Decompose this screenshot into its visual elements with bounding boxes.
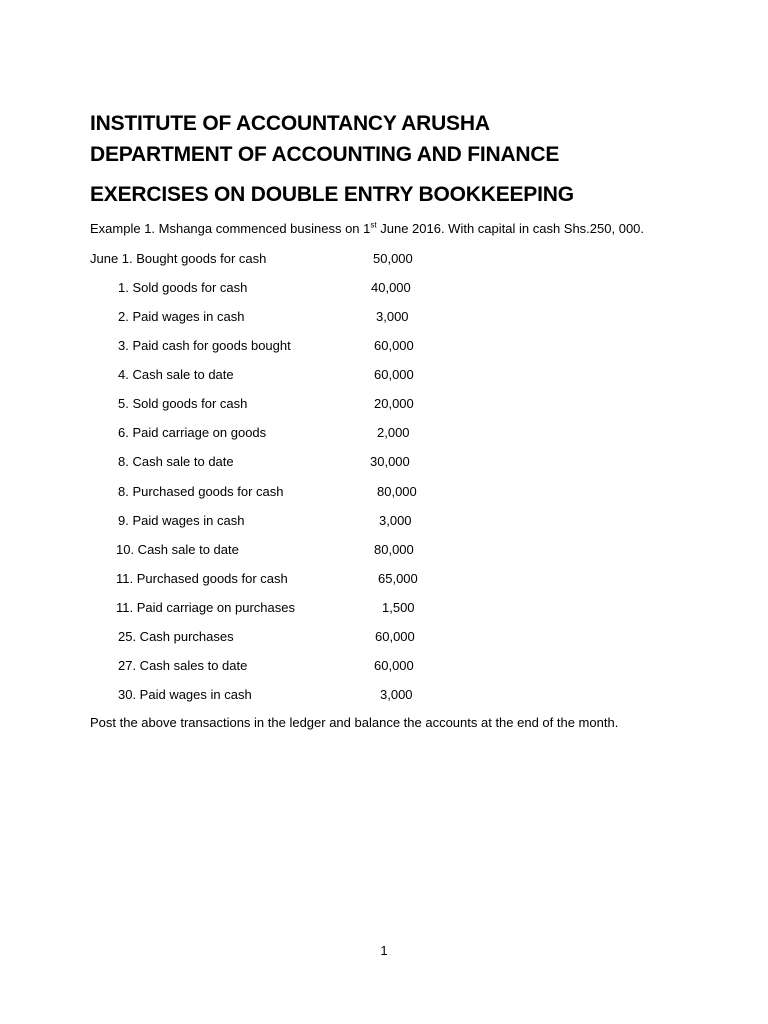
transaction-amount: 20,000 — [374, 396, 414, 412]
transaction-amount: 80,000 — [377, 483, 417, 499]
transaction-amount: 40,000 — [371, 280, 411, 296]
transaction-row — [0, 599, 768, 628]
transaction-label: 30. Paid wages in cash — [118, 686, 252, 702]
transaction-label: 25. Cash purchases — [118, 628, 234, 644]
transaction-label: 4. Cash sale to date — [118, 367, 234, 383]
department-title: DEPARTMENT OF ACCOUNTING AND FINANCE — [90, 143, 560, 166]
transaction-amount: 60,000 — [374, 657, 414, 673]
transaction-amount: 80,000 — [374, 541, 414, 557]
transaction-label: 3. Paid cash for goods bought — [118, 338, 291, 354]
institute-title: INSTITUTE OF ACCOUNTANCY ARUSHA — [90, 112, 490, 135]
transaction-amount: 2,000 — [377, 425, 410, 441]
transaction-amount: 30,000 — [370, 454, 410, 470]
transaction-label: 5. Sold goods for cash — [118, 396, 248, 412]
transaction-label: 6. Paid carriage on goods — [118, 425, 267, 441]
transaction-label: June 1. Bought goods for cash — [90, 251, 267, 266]
transaction-row — [0, 279, 768, 308]
transaction-amount: 50,000 — [373, 251, 413, 266]
transaction-amount: 65,000 — [378, 570, 418, 586]
example-intro — [90, 220, 644, 238]
transaction-row — [0, 628, 768, 657]
intro-text-start: Example 1. Mshanga commenced business on 1 — [90, 221, 371, 236]
transaction-label: 9. Paid wages in cash — [118, 512, 245, 528]
transaction-label: 2. Paid wages in cash — [118, 309, 245, 325]
exercise-title: EXERCISES ON DOUBLE ENTRY BOOKKEEPING — [90, 183, 574, 206]
transaction-row — [0, 483, 768, 512]
transaction-label: 8. Purchased goods for cash — [118, 483, 284, 499]
transaction-label: 10. Cash sale to date — [116, 541, 239, 557]
exercise-instruction: Post the above transactions in the ledger and balance the accounts at the end of the month. — [90, 715, 619, 730]
transaction-row — [0, 570, 768, 599]
transaction-label: 11. Paid carriage on purchases — [116, 599, 295, 615]
transaction-row — [0, 453, 768, 482]
transaction-amount: 3,000 — [380, 686, 413, 702]
intro-date-ordinal: st — [370, 220, 377, 230]
transaction-amount: 3,000 — [379, 512, 412, 528]
transaction-row — [0, 541, 768, 570]
page-number: 1 — [380, 943, 388, 958]
transaction-amount: 3,000 — [376, 309, 409, 325]
transaction-label: 8. Cash sale to date — [118, 454, 234, 470]
transaction-amount: 60,000 — [375, 628, 415, 644]
transaction-row — [0, 250, 768, 279]
transaction-row — [0, 337, 768, 366]
intro-text-end: June 2016. With capital in cash Shs.250, 000. — [376, 221, 645, 236]
transaction-amount: 1,500 — [382, 599, 415, 615]
transaction-amount: 60,000 — [374, 367, 414, 383]
transaction-row — [0, 395, 768, 424]
transaction-amount: 60,000 — [374, 338, 414, 354]
transaction-row — [0, 424, 768, 453]
transaction-row — [0, 366, 768, 395]
transaction-label: 27. Cash sales to date — [118, 657, 248, 673]
transaction-row — [0, 308, 768, 337]
transaction-row — [0, 686, 768, 715]
transaction-label: 1. Sold goods for cash — [118, 280, 248, 296]
transaction-row — [0, 512, 768, 541]
transaction-list — [0, 250, 768, 715]
transaction-label: 11. Purchased goods for cash — [116, 570, 288, 586]
transaction-row — [0, 657, 768, 686]
